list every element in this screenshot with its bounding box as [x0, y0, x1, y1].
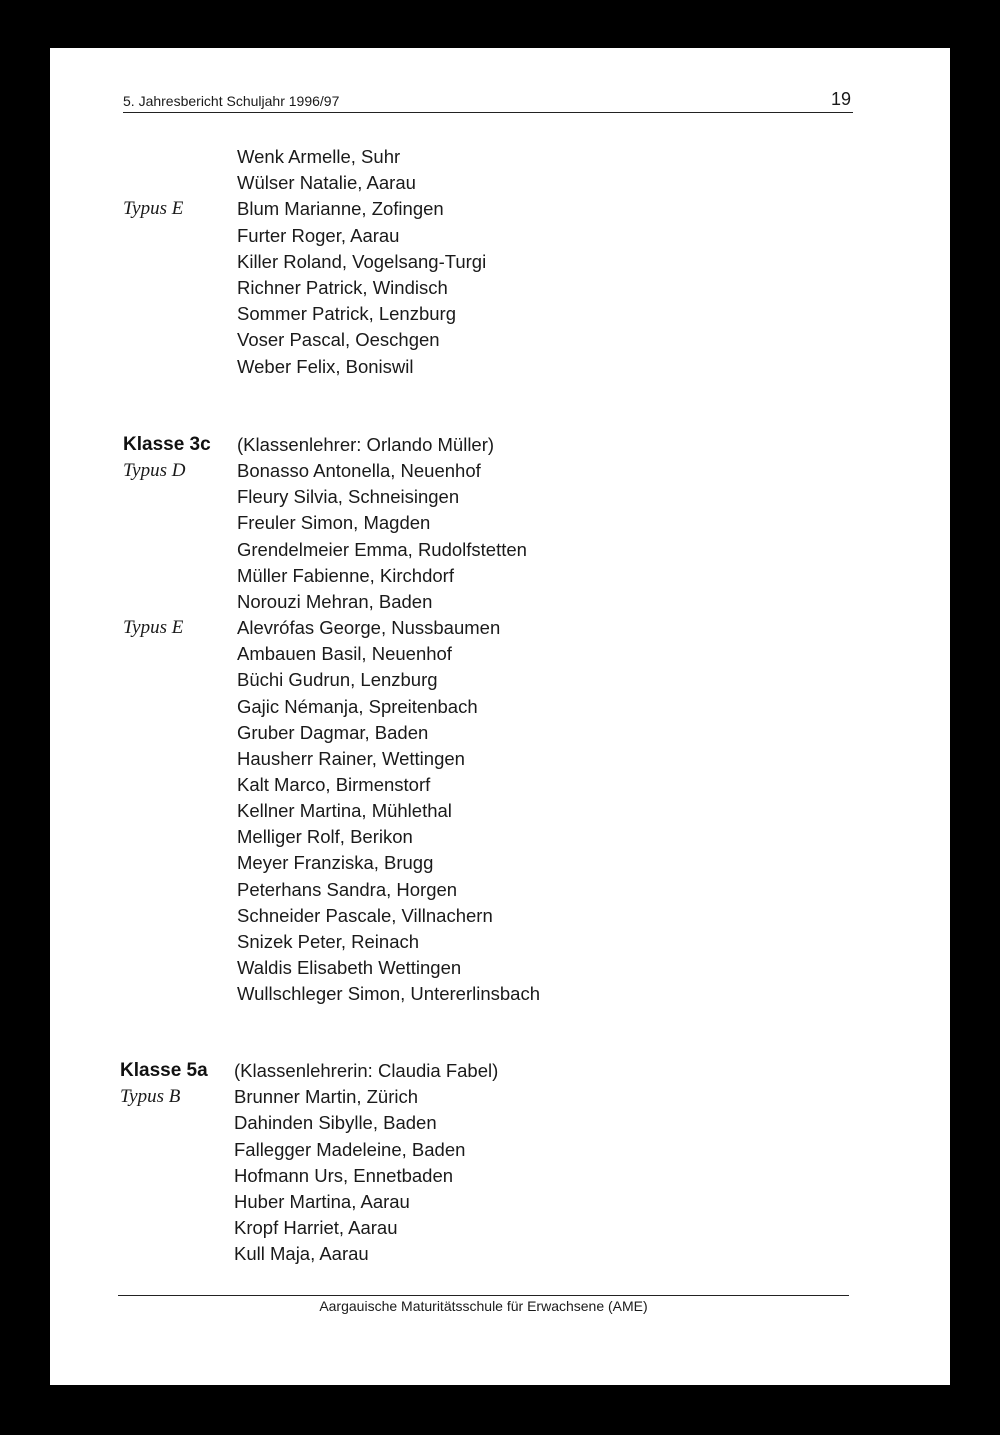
student-entry: Norouzi Mehran, Baden: [237, 590, 433, 612]
typus-label: Typus B: [120, 1086, 181, 1108]
student-entry: Schneider Pascale, Villnachern: [237, 904, 493, 926]
student-entry: Melliger Rolf, Berikon: [237, 826, 413, 848]
student-entry: Waldis Elisabeth Wettingen: [237, 957, 462, 978]
student-entry: Kellner Martina, Mühlethal: [237, 800, 452, 822]
report-title: 5. Jahresbericht Schuljahr 1996/97: [123, 93, 340, 109]
student-entry: Hausherr Rainer, Wettingen: [237, 747, 465, 769]
student-entry: Bonasso Antonella, Neuenhof: [237, 460, 481, 482]
student-entry: Alevrófas George, Nussbaumen: [237, 617, 501, 639]
footer-divider: [118, 1295, 849, 1296]
class-teacher: (Klassenlehrerin: Claudia Fabel): [234, 1060, 499, 1081]
student-entry: Kalt Marco, Birmenstorf: [237, 773, 431, 795]
student-entry: Hofmann Urs, Ennetbaden: [234, 1164, 454, 1186]
student-entry: Furter Roger, Aarau: [237, 224, 400, 246]
student-entry: Dahinden Sibylle, Baden: [234, 1112, 437, 1134]
student-entry: Fleury Silvia, Schneisingen: [237, 486, 460, 508]
student-entry: Sommer Patrick, Lenzburg: [237, 303, 457, 325]
student-entry: Freuler Simon, Magden: [237, 512, 431, 534]
student-entry: Blum Marianne, Zofingen: [237, 198, 444, 220]
document-page: [50, 48, 950, 1385]
student-entry: Voser Pascal, Oeschgen: [237, 329, 440, 351]
typus-label: Typus D: [123, 460, 186, 482]
class-heading: Klasse 3c: [123, 434, 211, 455]
typus-label: Typus E: [123, 617, 184, 639]
student-entry: Büchi Gudrun, Lenzburg: [237, 669, 438, 691]
student-entry: Meyer Franziska, Brugg: [237, 852, 434, 874]
student-entry: Brunner Martin, Zürich: [234, 1086, 419, 1108]
student-entry: Snizek Peter, Reinach: [237, 930, 420, 952]
student-entry: Wullschleger Simon, Untererlinsbach: [237, 983, 540, 1005]
student-entry: Fallegger Madeleine, Baden: [234, 1138, 466, 1160]
page-number: 19: [830, 89, 851, 109]
student-entry: Gruber Dagmar, Baden: [237, 721, 429, 743]
student-entry: Wenk Armelle, Suhr: [237, 146, 401, 167]
class-heading: Klasse 5a: [120, 1060, 208, 1081]
class-teacher: (Klassenlehrer: Orlando Müller): [237, 434, 495, 455]
student-entry: Weber Felix, Boniswil: [237, 355, 414, 377]
student-entry: Wülser Natalie, Aarau: [237, 172, 416, 194]
footer-text: Aargauische Maturitätsschule für Erwachsene (AME): [319, 1298, 648, 1314]
student-entry: Müller Fabienne, Kirchdorf: [237, 564, 454, 586]
student-entry: Peterhans Sandra, Horgen: [237, 878, 458, 900]
student-entry: Grendelmeier Emma, Rudolfstetten: [237, 538, 527, 560]
student-entry: Ambauen Basil, Neuenhof: [237, 643, 452, 665]
student-entry: Kropf Harriet, Aarau: [234, 1217, 398, 1239]
student-entry: Killer Roland, Vogelsang-Turgi: [237, 250, 487, 272]
student-entry: Huber Martina, Aarau: [234, 1191, 410, 1212]
student-entry: Richner Patrick, Windisch: [237, 277, 448, 298]
student-list: [50, 48, 950, 1385]
student-entry: Kull Maja, Aarau: [234, 1243, 369, 1265]
student-entry: Gajic Némanja, Spreitenbach: [237, 695, 478, 717]
typus-label: Typus E: [123, 198, 184, 220]
